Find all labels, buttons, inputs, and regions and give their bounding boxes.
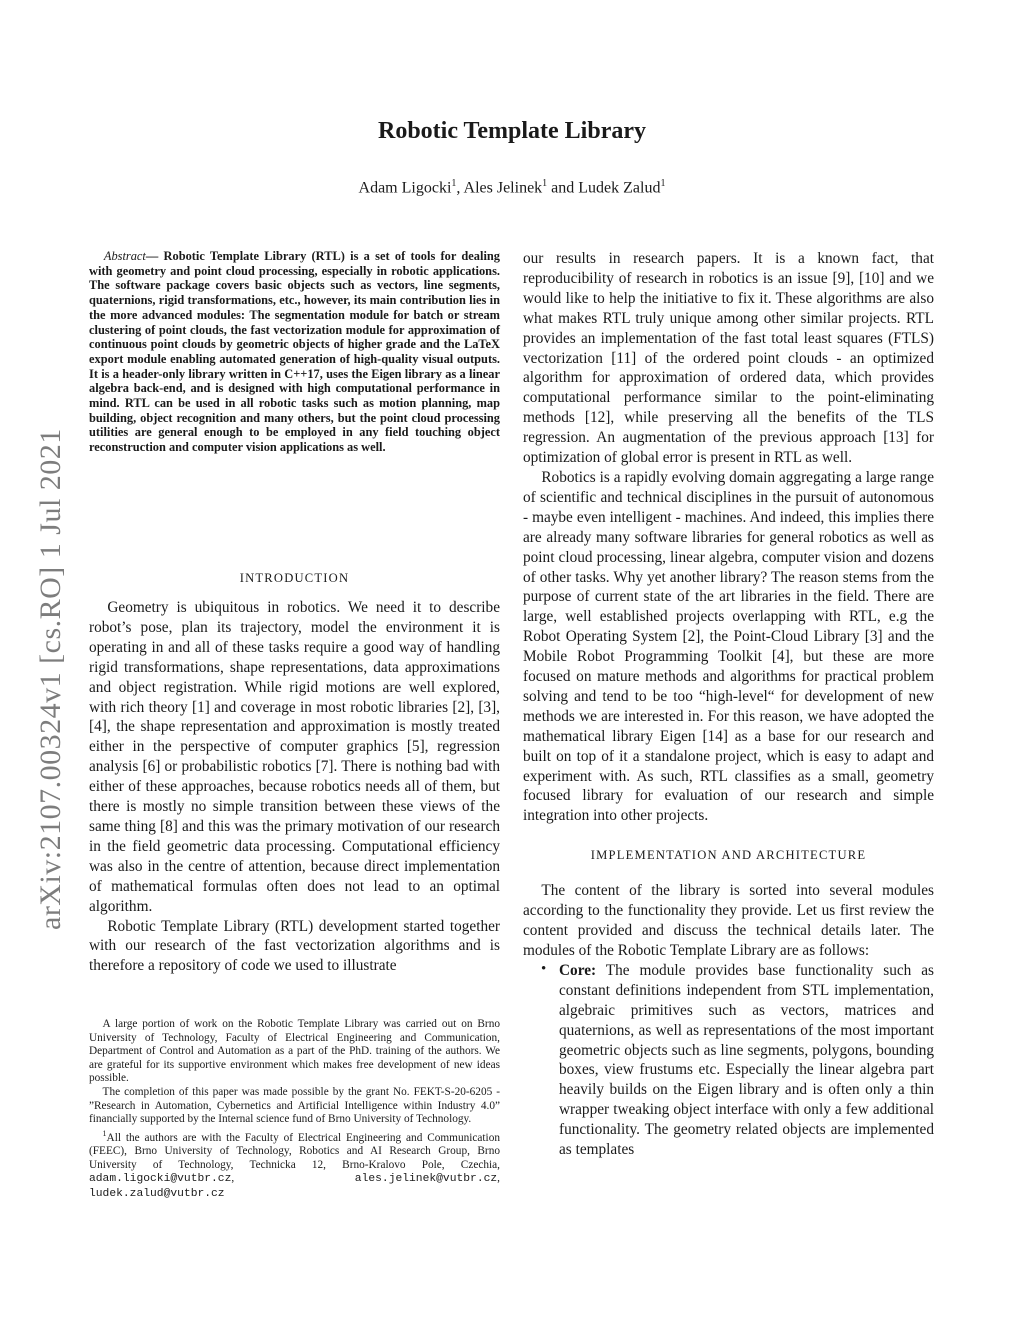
list-item-body: The module provides base functionality such as constant definitions independent from STL implementation, algebraic primitives such as vectors, matrices and quaternions, as well as representations of the most important geometric objects such as line segments, polygons, bounding boxes, view frustums etc. Especially the linear algebra part heavily builds on the Eigen library and is often only a thin wrapper tweaking object interface with only a few additional functionality. The geometry related objects are implemented as templates [559,961,934,1159]
affiliation-mark: 1 [660,178,666,189]
footnote-grant: The completion of this paper was made possible by the grant No. FEKT-S-20-6205 - ”Research in Automation, Cybernetics and Artificial Intelligence within Industry 4.0” financially supported by the Internal science fund of Brno University of Technology. [89,1085,500,1126]
footnote-acknowledgment: A large portion of work on the Robotic Template Library was carried out on Brno University of Technology, Faculty of Electrical Engineering and Communication, Department of Control and Automation as a part of the PhD. training of the authors. We are grateful for its supportive environment which makes free development of new ideas possible. [89,1018,500,1085]
paragraph: Robotic Template Library (RTL) development started together with our research of the fast vectorization algorithms and is therefore a repository of code we used to illustrate [89,917,500,975]
footnote-affiliation [89,1127,500,1202]
affiliation-text: All the authors are with the Faculty of Electrical Engineering and Communication (FEEC), Brno University of Technology, Robotics and AI Research Group, Brno University of Technology, Technicka 12, Brno-Kralovo Pole, Czechia, [89,1131,500,1171]
email-link[interactable]: adam.ligocki@vutbr.cz [89,1173,232,1186]
arxiv-identifier-stamp: arXiv:2107.00324v1 [cs.RO] 1 Jul 2021 [34,428,67,930]
affiliation-mark: 1 [451,178,457,189]
footnotes [89,1018,500,1201]
bullet-icon: • [541,960,547,977]
author-name: Ales Jelinek [463,179,543,197]
author-name: Adam Ligocki [358,179,452,197]
paragraph: Robotics is a rapidly evolving domain aggregating a large range of scientific and technical disciplines in the pursuit of autonomous - maybe even intelligent - machines. And indeed, this implies there are already many software libraries for general robotics as well as point cloud processing, linear algebra, computer vision and dozens of other tasks. Why yet another library? The reason stems from the purpose of current state of the art libraries in the field. There are large, well established projects overlapping with RTL, e.g the Robot Operating System [2], the Point-Cloud Library [3] and the Mobile Robot Programming Toolkit [4], but these are more focused on mature methods and algorithms for practical problem solving and tend to be too “high-level“ for development of new methods we are interested in. For this reason, we have adopted the mathematical library Eigen [14] as a base for our research and built on top of it a standalone project, which is easy to adapt and experiment with. As such, RTL classifies as a small, geometry focused library for evaluation of our research and simple integration into other projects. [523,468,934,825]
paper-title: Robotic Template Library [378,118,646,144]
section-heading-implementation: IMPLEMENTATION AND ARCHITECTURE [590,848,867,863]
right-column [523,249,934,1160]
abstract [89,249,500,455]
list-item-core [523,961,934,1160]
left-column [89,249,500,1200]
footnote-mark: 1 [102,1128,107,1138]
separator: , [497,1172,500,1185]
abstract-dash: — [145,249,164,263]
list-item-label: Core: [559,961,597,979]
paragraph: our results in research papers. It is a known fact, that reproducibility of research in robotics is an issue [9], [10] and we would like to help the initiative to fix it. These algorithms are also what makes RTL truly unique among other similar projects. RTL provides an implementation of the fast total least squares (FTLS) vectorization [11] of the ordered point clouds - an optimized algorithm for approximation of ordered data, which provides computational performance similar to the point-eliminating methods [12], while preserving all the benefits of the TLS regression. An augmentation of the previous approach [13] for optimization of global error is present in RTL as well. [523,250,934,467]
paragraph: The content of the library is sorted into several modules according to the functionality they provide. Let us first review the content provided and discuss the technical details later. The modules of the Robotic Template Library are as follows: [523,882,934,959]
section-heading-introduction: INTRODUCTION [239,571,350,585]
author-list [0,178,1024,197]
email-link[interactable]: ales.jelinek@vutbr.cz [354,1173,498,1186]
author-name: Ludek Zalud [578,179,661,197]
introduction-body [89,598,500,976]
email-link[interactable]: ludek.zalud@vutbr.cz [89,1187,225,1200]
abstract-text: Robotic Template Library (RTL) is a set of tools for dealing with geometry and point cloud processing, especially in robotic applications. The software package covers basic objects such as vectors, line segments, quaternions, rigid transformations, etc., however, its main contribution lies in the more advanced modules: The segmentation module for batch or stream clustering of point clouds, the fast vectorization module for approximation of continuous point clouds by geometric objects of higher grade and the LaTeX export module enabling automated generation of high-quality visual outputs. It is a header-only library written in C++17, uses the Eigen library as a linear algebra back-end, and is designed with high computational performance in mind. RTL can be used in all robotic tasks such as motion planning, map building, object recognition and many others, but the point cloud processing utilities are general enough to be employed in any field touching object reconstruction and computer vision applications as well. [89,249,500,455]
author-separator: and [547,179,579,197]
paragraph: Geometry is ubiquitous in robotics. We need it to describe robot’s pose, plan its trajectory, model the environment it is operating in and all of these tasks require a good way of handling rigid transformations, shape representations, data approximations and object registration. While rigid motions are well explored, with rich theory [1] and coverage in most robotic libraries [2], [3], [4], the shape representation and approximation is mostly treated either in the perspective of computer graphics [5], regression analysis [6] or probabilistic robotics [7]. There is nothing bad with either of these approaches, because robotics needs all of them, but there is mostly no simple transition between these views of the same thing [8] and this was the primary motivation of our research in the field geometric data processing. Computational efficiency was also in the centre of attention, because direct implementation of mathematical formulas often does not lead to an optimal algorithm. [89,599,500,915]
abstract-label: Abstract [103,249,146,263]
author-separator: , [456,179,464,197]
affiliation-mark: 1 [542,178,548,189]
separator: , [231,1172,355,1185]
list-item-text [559,961,934,1160]
